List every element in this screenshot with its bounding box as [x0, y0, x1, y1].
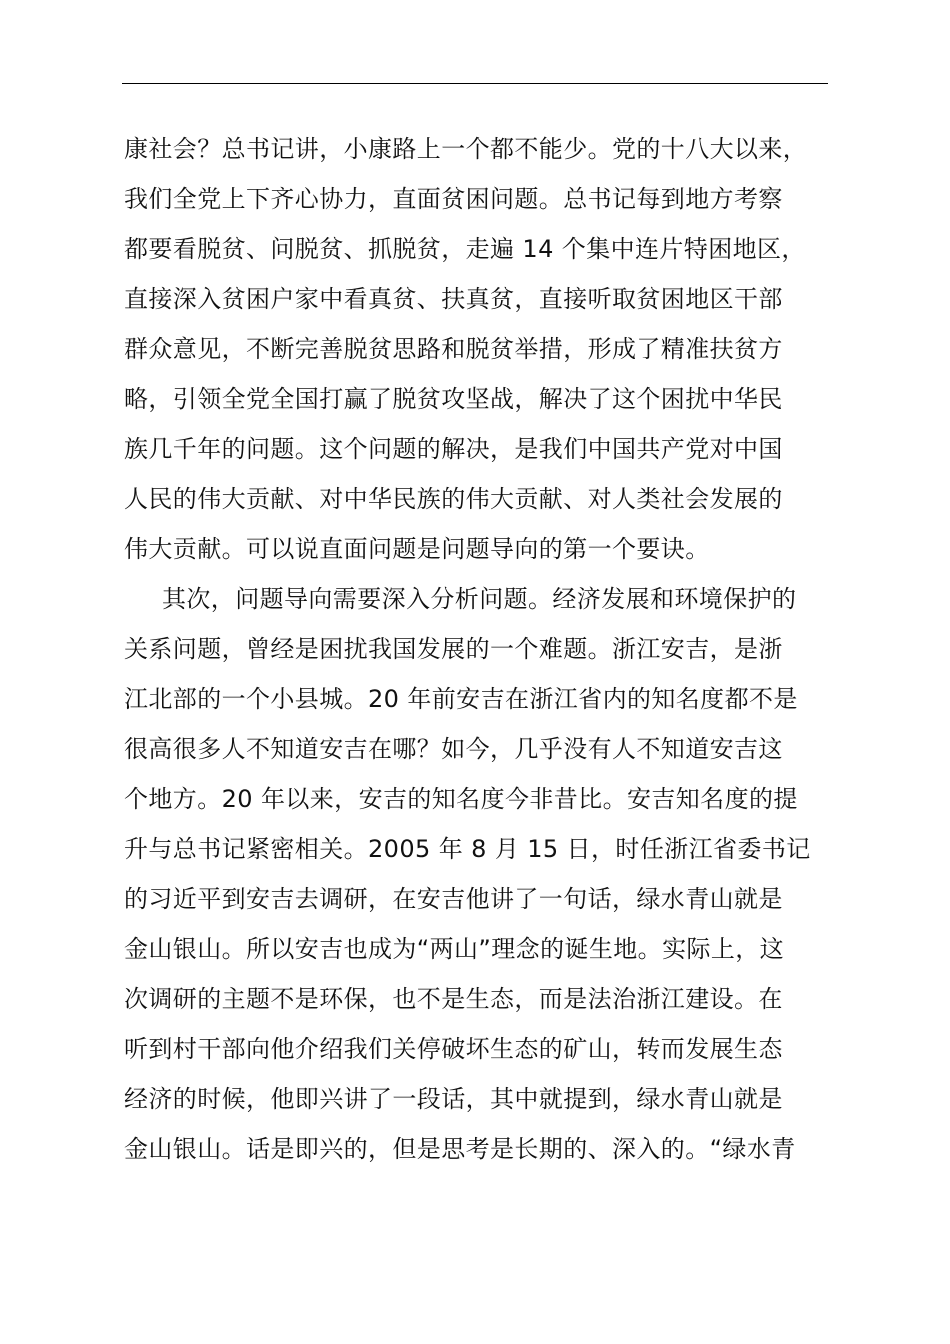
text-line: 升与总书记紧密相关。2005 年 8 月 15 日，时任浙江省委书记 [124, 835, 811, 863]
text-line: 都要看脱贫、问脱贫、抓脱贫，走遍 14 个集中连片特困地区， [124, 235, 806, 263]
text-line: 次调研的主题不是环保，也不是生态，而是法治浙江建设。在 [124, 985, 783, 1013]
text-line: 伟大贡献。可以说直面问题是问题导向的第一个要诀。 [124, 535, 710, 563]
text-line: 直接深入贫困户家中看真贫、扶真贫，直接听取贫困地区干部 [124, 285, 783, 313]
text-line: 听到村干部向他介绍我们关停破坏生态的矿山，转而发展生态 [124, 1035, 783, 1063]
text-line: 江北部的一个小县城。20 年前安吉在浙江省内的知名度都不是 [124, 685, 798, 713]
text-line: 经济的时候，他即兴讲了一段话，其中就提到，绿水青山就是 [124, 1085, 783, 1113]
text-line: 略，引领全党全国打赢了脱贫攻坚战，解决了这个困扰中华民 [124, 385, 783, 413]
text-line: 金山银山。话是即兴的，但是思考是长期的、深入的。“绿水青 [124, 1135, 796, 1163]
text-line: 关系问题，曾经是困扰我国发展的一个难题。浙江安吉，是浙 [124, 635, 783, 663]
text-line: 群众意见，不断完善脱贫思路和脱贫举措，形成了精准扶贫方 [124, 335, 783, 363]
text-line: 族几千年的问题。这个问题的解决，是我们中国共产党对中国 [124, 435, 783, 463]
text-line: 很高很多人不知道安吉在哪？如今，几乎没有人不知道安吉这 [124, 735, 783, 763]
text-line: 康社会？总书记讲，小康路上一个都不能少。党的十八大以来， [124, 135, 808, 163]
text-line: 金山银山。所以安吉也成为“两山”理念的诞生地。实际上，这 [124, 935, 785, 963]
text-line: 人民的伟大贡献、对中华民族的伟大贡献、对人类社会发展的 [124, 485, 783, 513]
text-line: 我们全党上下齐心协力，直面贫困问题。总书记每到地方考察 [124, 185, 783, 213]
body-text [124, 124, 836, 1174]
text-line: 的习近平到安吉去调研，在安吉他讲了一句话，绿水青山就是 [124, 885, 783, 913]
header-rule [122, 83, 828, 84]
paragraph-start-line: 其次，问题导向需要深入分析问题。经济发展和环境保护的 [162, 585, 797, 613]
text-line: 个地方。20 年以来，安吉的知名度今非昔比。安吉知名度的提 [124, 785, 798, 813]
